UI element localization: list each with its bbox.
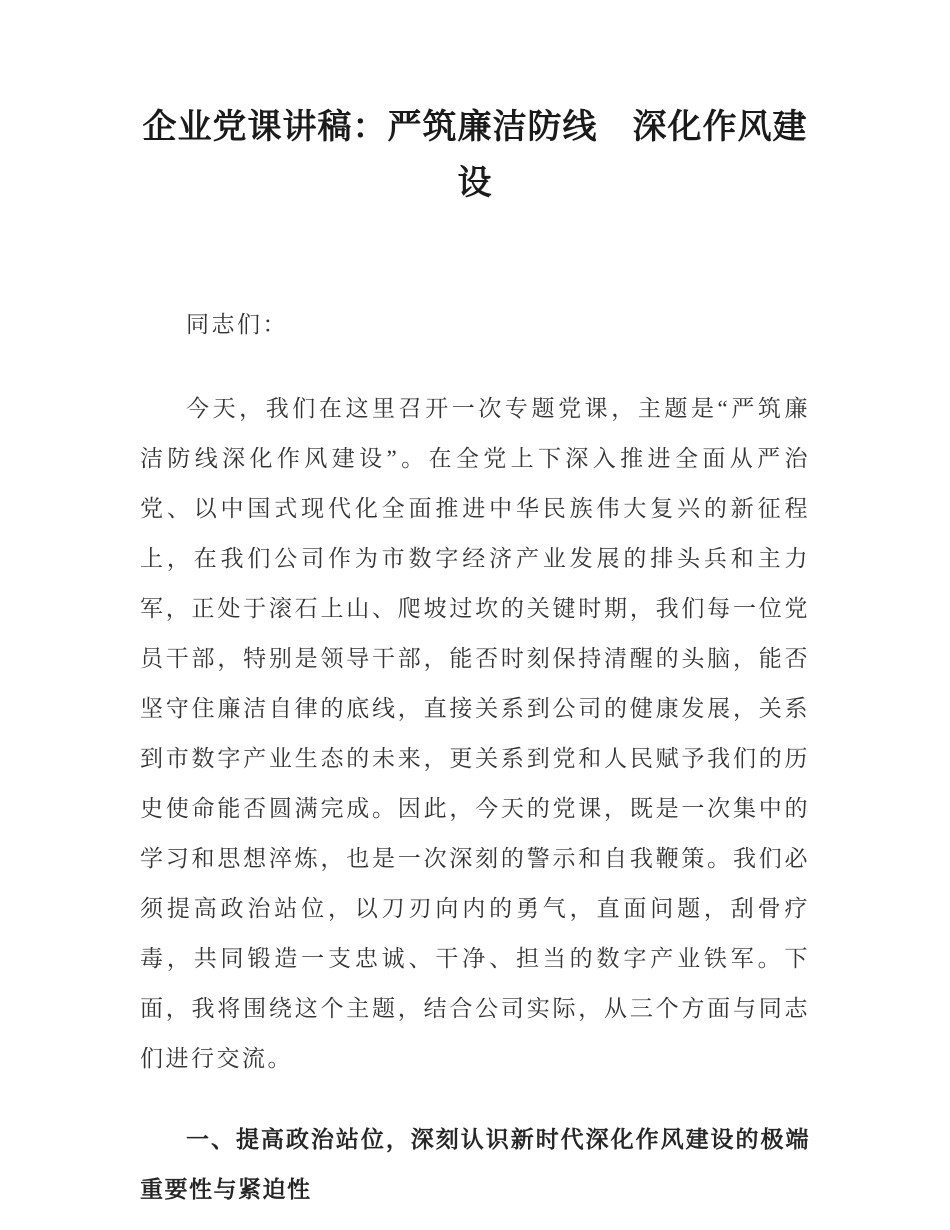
document-title: 企业党课讲稿：严筑廉洁防线 深化作风建设: [142, 109, 808, 203]
document-body: [140, 300, 810, 1214]
paragraph: 同志们：: [186, 312, 288, 338]
section-heading: 一、提高政治站位，深刻认识新时代深化作风建设的极端重要性与紧迫性: [140, 1126, 810, 1203]
paragraph: 今天，我们在这里召开一次专题党课，主题是“严筑廉洁防线深化作风建设”。在全党上下深入推进全面从严治党、以中国式现代化全面推进中华民族伟大复兴的新征程上，在我们公司作为市数字经济产业发展的排头兵和主力军，正处于滚石上山、爬坡过坎的关键时期，我们每一位党员干部，特别是领导干部，能否时刻保持清醒的头脑，能否坚守住廉洁自律的底线，直接关系到公司的健康发展，关系到市数字产业生态的未来，更关系到党和人民赋予我们的历史使命能否圆满完成。因此，今天的党课，既是一次集中的学习和思想淬炼，也是一次深刻的警示和自我鞭策。我们必须提高政治站位，以刀刃向内的勇气，直面问题，刮骨疗毒，共同锻造一支忠诚、干净、担当的数字产业铁军。下面，我将围绕这个主题，结合公司实际，从三个方面与同志们进行交流。: [140, 396, 810, 1072]
